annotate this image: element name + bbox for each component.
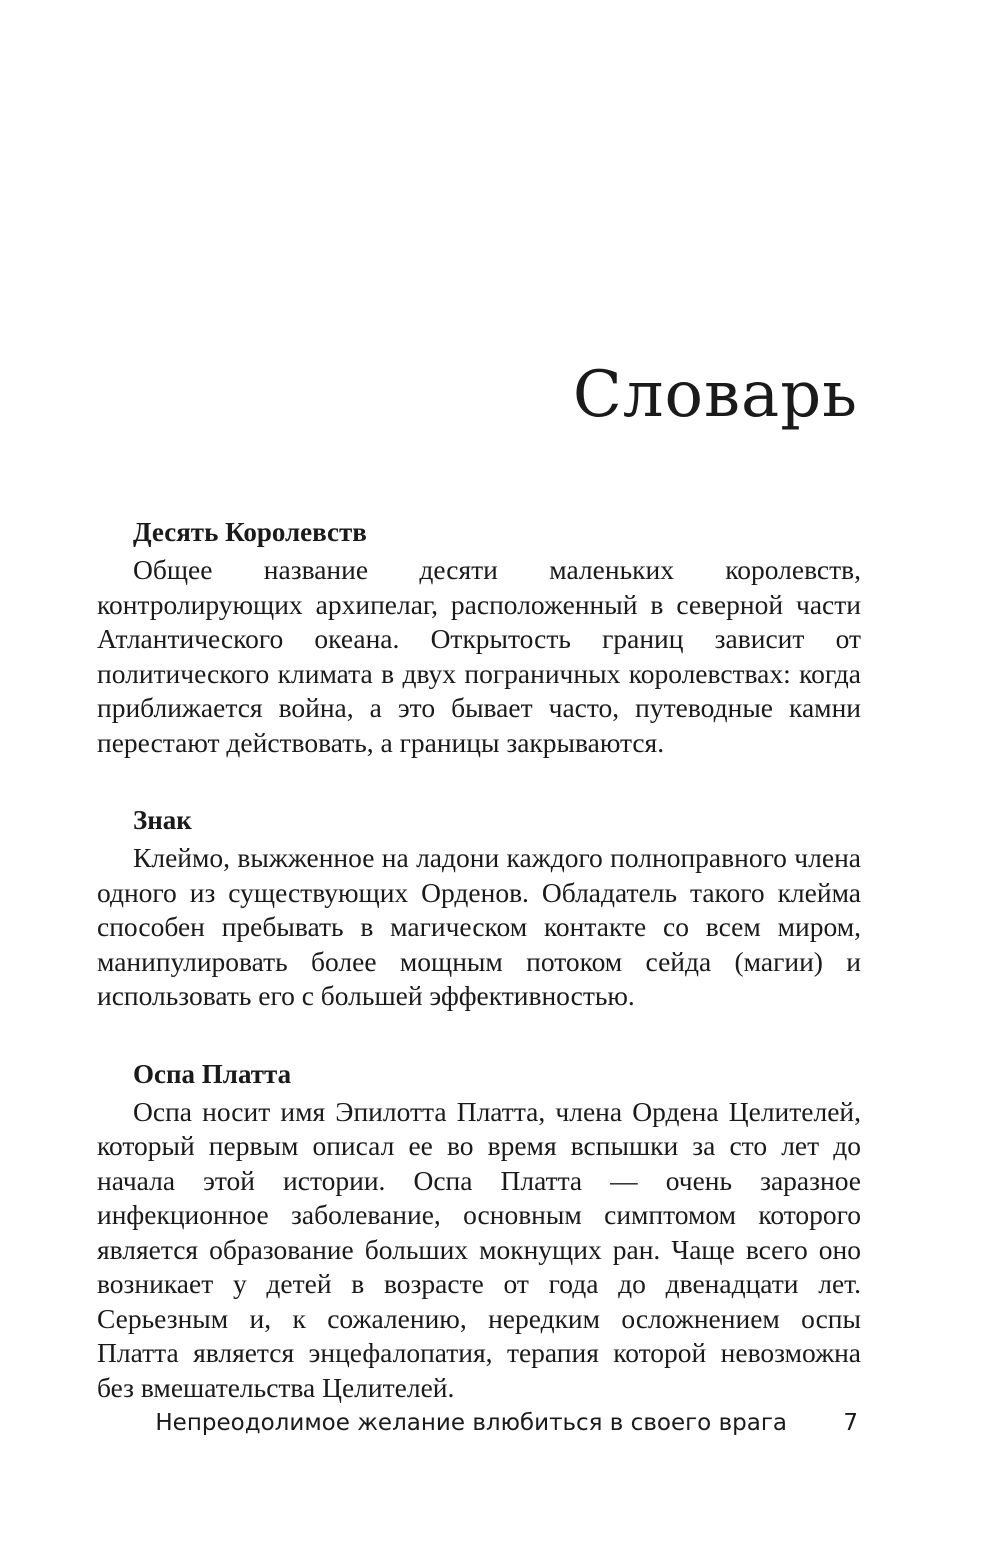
glossary-term: Знак (133, 805, 192, 835)
page-number: 7 (843, 1410, 858, 1436)
glossary-entry (97, 803, 861, 1014)
running-title: Непреодолимое желание влюбиться в своего врага (155, 1410, 787, 1436)
glossary-term: Оспа Платта (133, 1058, 292, 1089)
glossary-definition: Общее название десяти маленьких королевств, контролирующих архипелаг, расположенный в северной части Атлантического океана. Открытость границ зависит от политического климата в двух пограничных королевствах: когда приближается война, а это бывает часто, путеводные камни перестают действовать, а границы закрываются. (97, 554, 861, 758)
page-footer (0, 1410, 1000, 1450)
glossary-entry (97, 1057, 861, 1406)
glossary-definition: Клеймо, выжженное на ладони каждого полноправного члена одного из существующих Орденов. Обладатель такого клейма способен пребывать в магическом контакте со всем миром, манипулировать более мощным потоком сейда (магии) и использовать его с большей эффективностью. (97, 842, 861, 1011)
chapter-title: Словарь (572, 358, 858, 432)
glossary-entry (97, 515, 861, 760)
glossary (97, 515, 861, 1448)
glossary-term: Десять Королевств (133, 517, 367, 547)
glossary-definition: Оспа носит имя Эпилотта Платта, члена Ордена Целителей, который первым описал ее во время вспышки за сто лет до начала этой истории. Оспа Платта — очень заразное инфекционное заболевание, основным симптомом которого является образование больших мокнущих ран. Чаще всего оно возникает у детей в возрасте от года до двенадцати лет. Серьезным и, к сожалению, нередким осложнением оспы Платта является энцефалопатия, терапия которой невозможна без вмешательства Целителей. (97, 1095, 861, 1403)
